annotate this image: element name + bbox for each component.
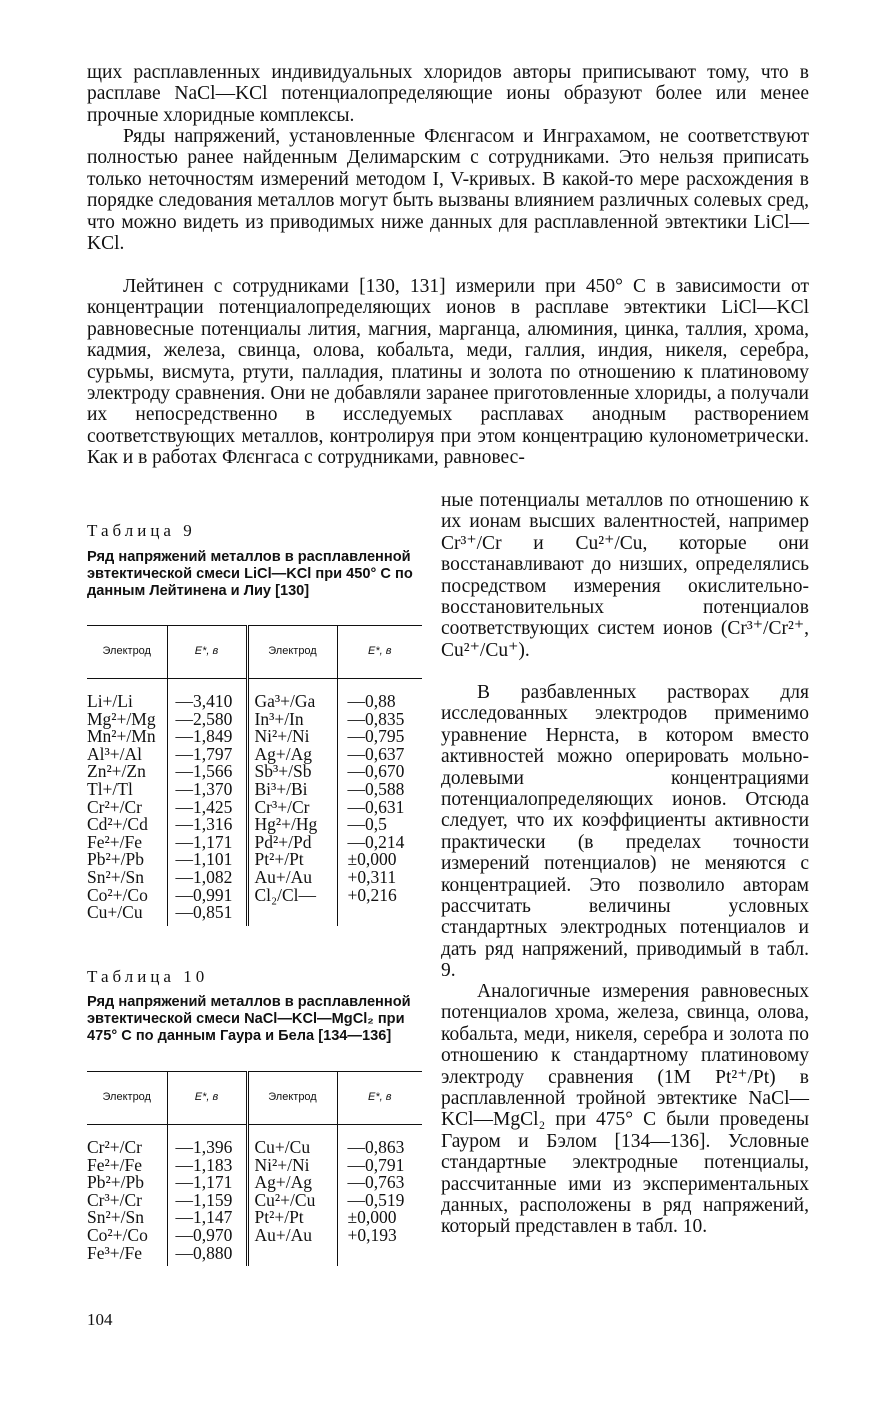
table10-header-electrode-2: Электрод — [247, 1072, 337, 1125]
table10-title: Ряд напряжений металлов в расплавленной эвтектической смеси NaCl—KCl—MgCl₂ при 475° C по данным Гаура и Бела [134—136] — [87, 994, 411, 1045]
table9-values-col2 — [337, 679, 422, 926]
paragraph-intro: щих расплавленных индивидуальных хлоридов авторы приписывают тому, что в расплаве NaCl—KCl потенциалопределяющие ионы образуют более или менее прочные хлоридные комплексы. — [87, 62, 809, 126]
table10 — [87, 1071, 422, 1266]
table9-col3-cells: Ga³+/Ga In³+/In Ni²+/Ni Ag+/Ag Sb³+/Sb Bi³+/Bi Cr³+/Cr Hg²+/Hg Pd²+/Pd Pt²+/Pt Au+/Au Cl₂/Cl— — [254, 691, 318, 905]
paragraph-right-continuation: ные потенциалы металлов по отношению к их ионам высших валентностей, например Cr³⁺/Cr и Cu²⁺/Cu, которые они восстанавливают до низших, определялись посредством измерения окислительно-восстановительных потенциалов соответствующих систем ионов (Cr³⁺/Cr²⁺, Cu²⁺/Cu⁺). — [441, 490, 809, 661]
table10-header-electrode: Электрод — [87, 1072, 167, 1125]
table9-values-col1 — [167, 679, 247, 926]
table9-electrodes-col1 — [87, 679, 167, 926]
paragraph-leitinen: Лейтинен с сотрудниками [130, 131] измерили при 450° C в зависимости от концентрации потенциалопределяющих ионов в расплаве эвтектики LiCl—KCl равновесные потенциалы лития, магния, марганца, алюминия, цинка, таллия, хрома, кадмия, железа, свинца, олова, кобальта, меди, галлия, индия, никеля, серебра, сурьмы, висмута, ртути, палладия, платины и золота по отношению к платиновому электроду сравнения. Они не добавляли заранее приготовленные хлориды, а получали их непосредственно в исследуемых расплавах анодным растворением соответствующих металлов, контролируя при этом концентрацию кулонометрически. Как и в работах Флєнгаса с сотрудниками, равновес- — [87, 276, 809, 469]
table10-col2-cells: —1,396 —1,183 —1,171 —1,159 —1,147 —0,970 —0,880 — [175, 1137, 233, 1263]
table10-values-col1 — [167, 1125, 247, 1267]
table9-header-electrode-2: Электрод — [247, 626, 337, 679]
table10-header-potential-2: E*, в — [337, 1072, 422, 1125]
table9-header-potential-2: E*, в — [337, 626, 422, 679]
table10-col4-cells: —0,863 —0,791 —0,763 —0,519 ±0,000 +0,193 — [347, 1137, 405, 1245]
page-number: 104 — [87, 1310, 113, 1329]
table10-header-potential: E*, в — [167, 1072, 247, 1125]
paragraph-nernst: В разбавленных растворах для исследованных электродов применимо уравнение Нернста, в котором вместо активностей можно оперировать мольно-долевыми концентрациями потенциалопределяющих ионов. Отсюда следует, что их коэффициенты активности практически (в пределах точности измерений потенциалов) не меняются с концентрацией. Это позволило авторам рассчитать величины условных стандартных электродных потенциалов и дать ряд напряжений, приводимый в табл. 9. — [441, 682, 809, 982]
table10-col1-cells: Cr²+/Cr Fe²+/Fe Pb²+/Pb Cr³+/Cr Sn²+/Sn Co²+/Co Fe³+/Fe — [87, 1137, 148, 1263]
table9-caption: Таблица 9 — [87, 521, 196, 540]
table10-col3-cells: Cu+/Cu Ni²+/Ni Ag+/Ag Cu²+/Cu Pt²+/Pt Au+/Au — [254, 1137, 316, 1245]
table10-electrodes-col2 — [247, 1125, 337, 1267]
table9-col2-cells: —3,410 —2,580 —1,849 —1,797 —1,566 —1,370 —1,425 —1,316 —1,171 —1,101 —1,082 —0,991 —0,851 — [175, 691, 233, 923]
paragraph-gaur: Аналогичные измерения равновесных потенциалов хрома, железа, свинца, олова, кобальта, меди, никеля, серебра и золота по отношению к стандартному платиновому электроду сравнения (1M Pt²⁺/Pt) в расплавленной тройной эвтектике NaCl—KCl—MgCl₂ при 475° C были проведены Гауром и Бэлом [134—136]. Условные стандартные электродные потенциалы, рассчитанные ими из экспериментальных данных, расположены в ряд напряжений, который представлен в табл. 10. — [441, 981, 809, 1238]
paragraph-voltage-series: Ряды напряжений, установленные Флєнгасом и Инграхамом, не соответствуют полностью ранее найденным Делимарским с сотрудниками. Это нельзя приписать только неточностям измерений методом I, V-кривых. В какой-то мере расхождения в порядке следования металлов могут быть вызваны влиянием различных солевых сред, что можно видеть из приводимых ниже данных для расплавленной эвтектики LiCl—KCl. — [87, 126, 809, 255]
table9-title: Ряд напряжений металлов в расплавленной эвтектической смеси LiCl—KCl при 450° C по данным Лейтинена и Лиу [130] — [87, 549, 413, 600]
table9-col4-cells: —0,88 —0,835 —0,795 —0,637 —0,670 —0,588 —0,631 —0,5 —0,214 ±0,000 +0,311 +0,216 — [347, 691, 405, 905]
table9 — [87, 625, 422, 926]
table10-values-col2 — [337, 1125, 422, 1267]
table10-caption: Таблица 10 — [87, 967, 209, 986]
table9-electrodes-col2 — [247, 679, 337, 926]
table9-header-potential: E*, в — [167, 626, 247, 679]
table9-col1-cells: Li+/Li Mg²+/Mg Mn²+/Mn Al³+/Al Zn²+/Zn Tl+/Tl Cr²+/Cr Cd²+/Cd Fe²+/Fe Pb²+/Pb Sn²+/Sn Co²+/Co Cu+/Cu — [87, 691, 156, 923]
table10-electrodes-col1 — [87, 1125, 167, 1267]
table9-header-electrode: Электрод — [87, 626, 167, 679]
